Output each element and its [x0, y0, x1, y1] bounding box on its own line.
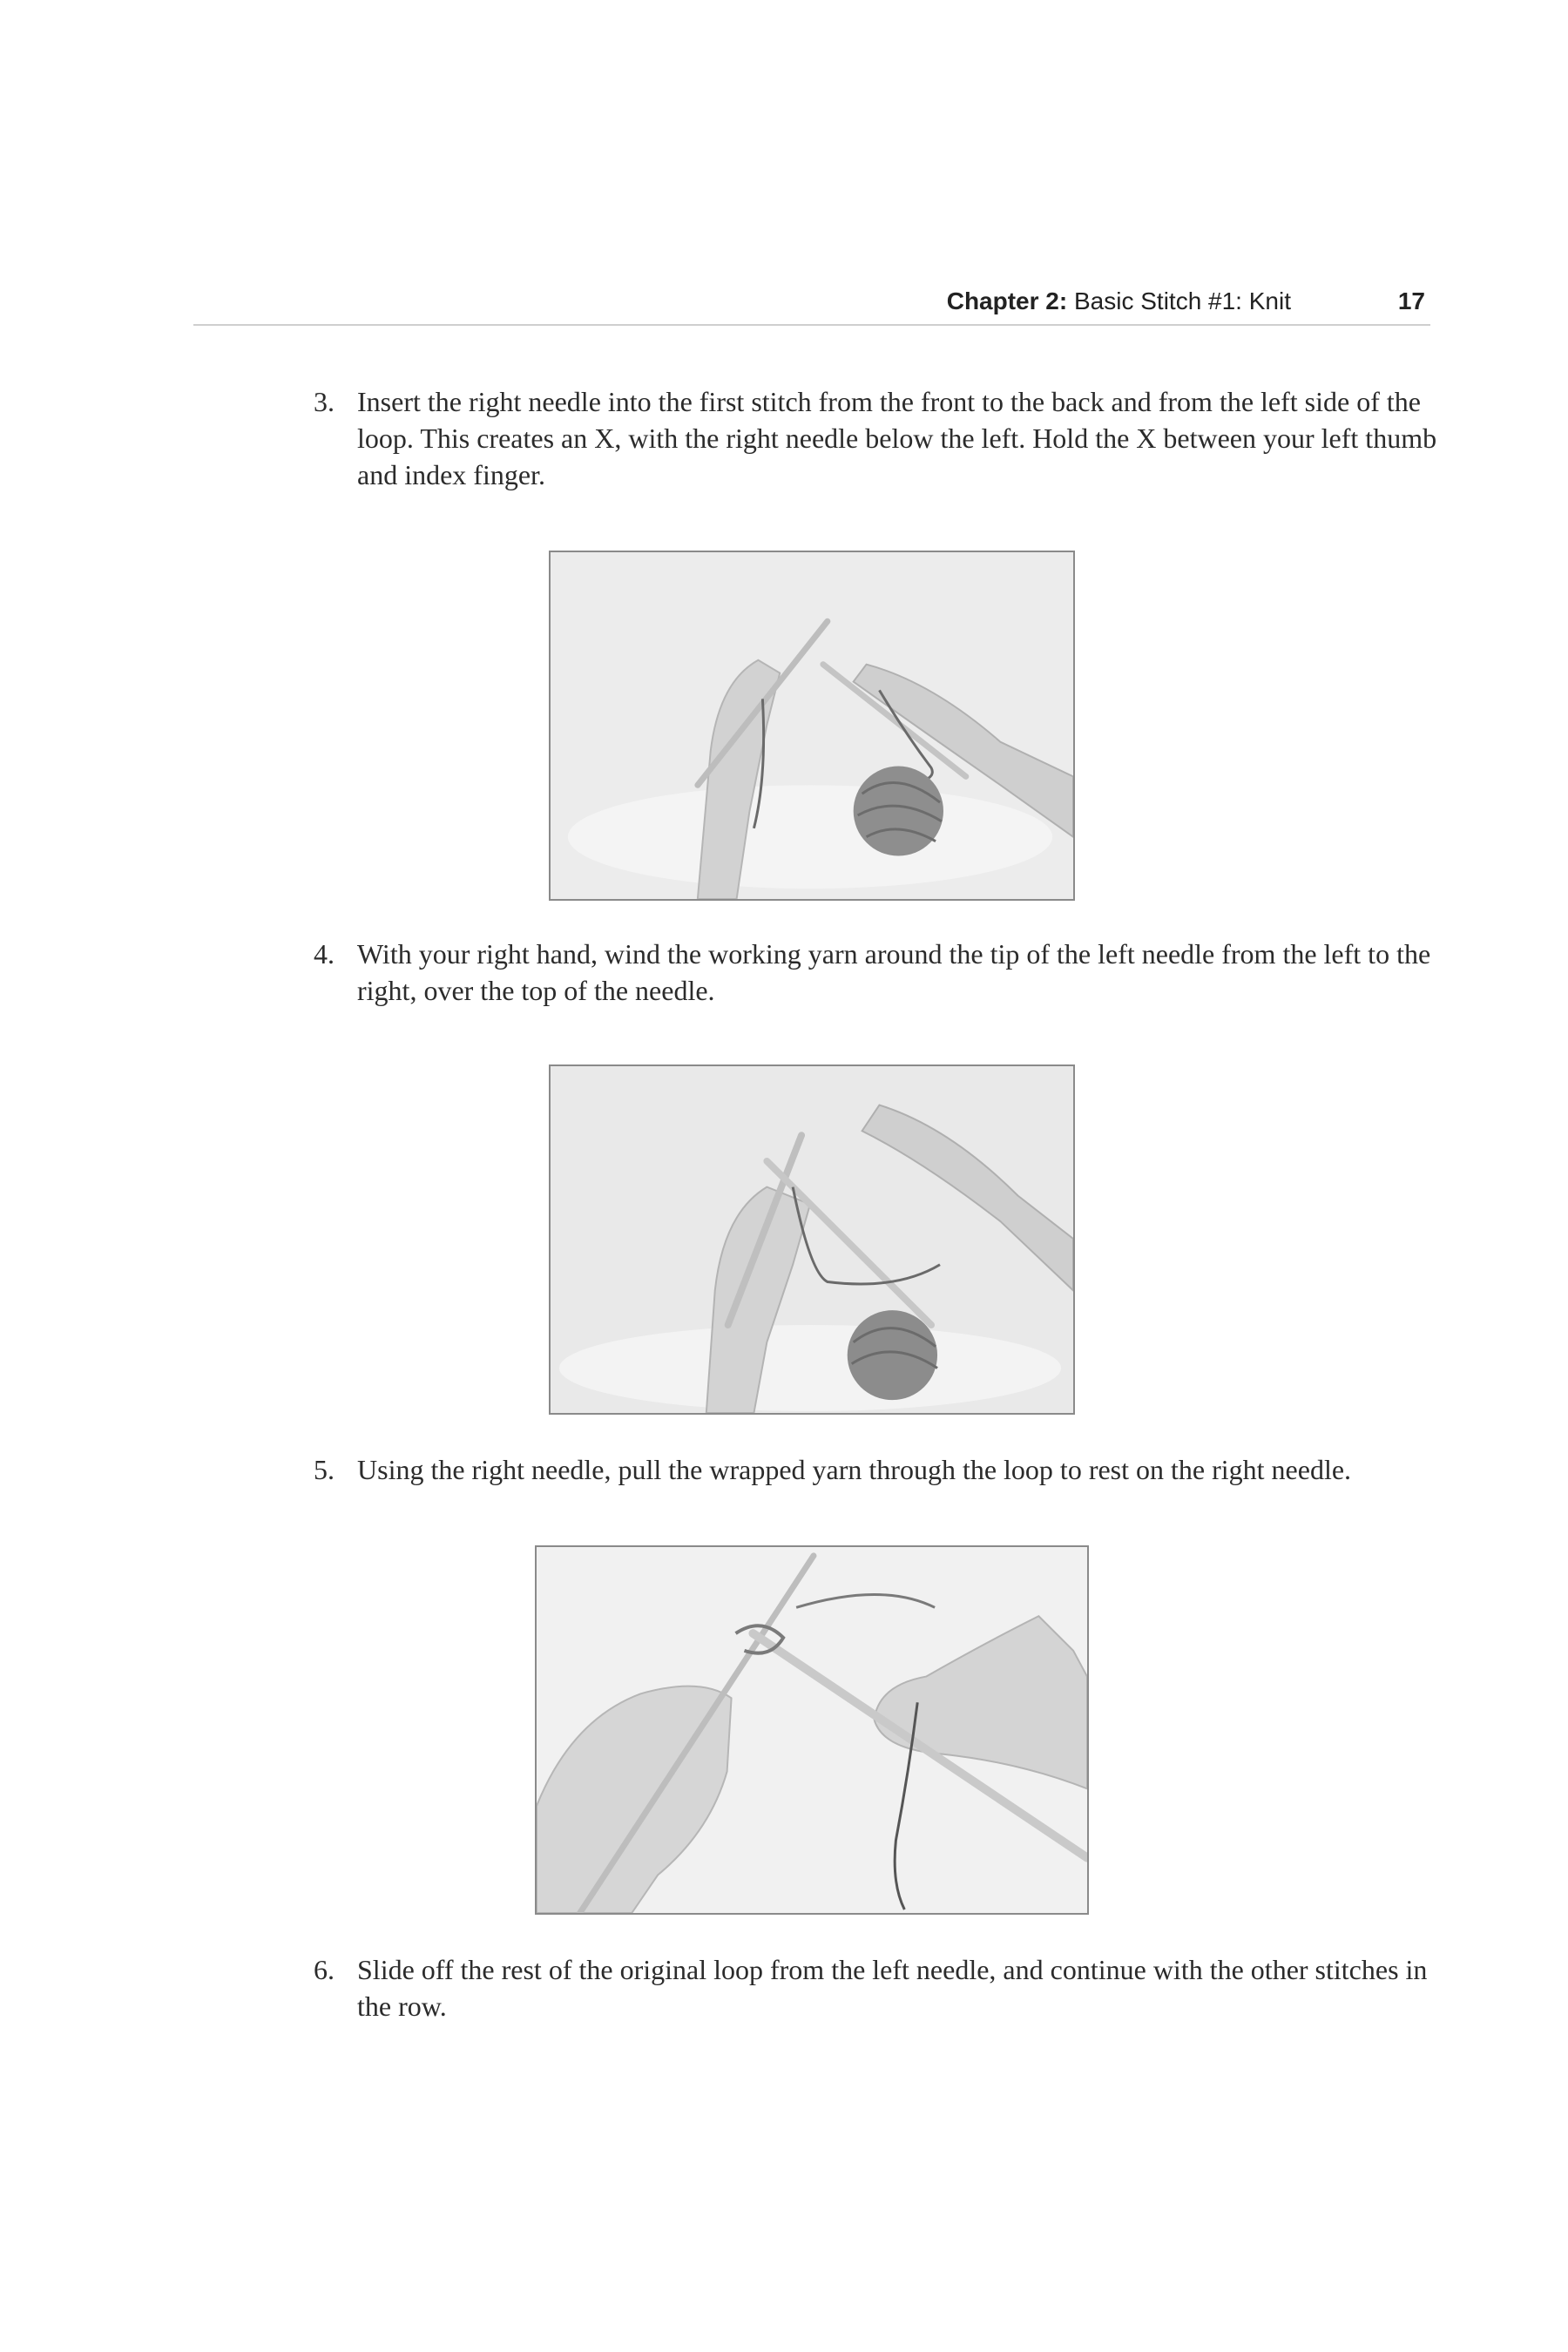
photo-wind-yarn [549, 1064, 1075, 1415]
step-5 [314, 1451, 1446, 1488]
knitting-photo-illustration [551, 552, 1073, 899]
chapter-heading [947, 287, 1291, 315]
page-number: 17 [1397, 287, 1425, 314]
step-number: 4. [314, 938, 335, 970]
step-6 [314, 1951, 1446, 2024]
chapter-title: Basic Stitch #1: Knit [1073, 287, 1291, 314]
chapter-label: Chapter 2: [946, 287, 1068, 314]
step-text: Slide off the rest of the original loop from the left needle, and continue with the other stitches in the row. [357, 1954, 1428, 2022]
photo-insert-needle [549, 551, 1075, 901]
step-text: With your right hand, wind the working yarn around the tip of the left needle from the left to the right, over the top of the needle. [357, 938, 1431, 1006]
step-4 [314, 936, 1446, 1009]
step-number: 3. [314, 386, 335, 417]
step-text: Insert the right needle into the first stitch from the front to the back and from the left side of the loop. This creates an X, with the right needle below the left. Hold the X between your left thumb and index finger. [357, 386, 1437, 490]
step-number: 5. [314, 1454, 335, 1485]
knitting-photo-illustration [537, 1547, 1087, 1913]
running-header [193, 284, 1430, 326]
step-text: Using the right needle, pull the wrapped yarn through the loop to rest on the right needle. [357, 1454, 1352, 1485]
knitting-photo-illustration [551, 1066, 1073, 1413]
step-3 [314, 383, 1446, 493]
step-number: 6. [314, 1954, 335, 1985]
photo-pull-through [535, 1545, 1089, 1915]
